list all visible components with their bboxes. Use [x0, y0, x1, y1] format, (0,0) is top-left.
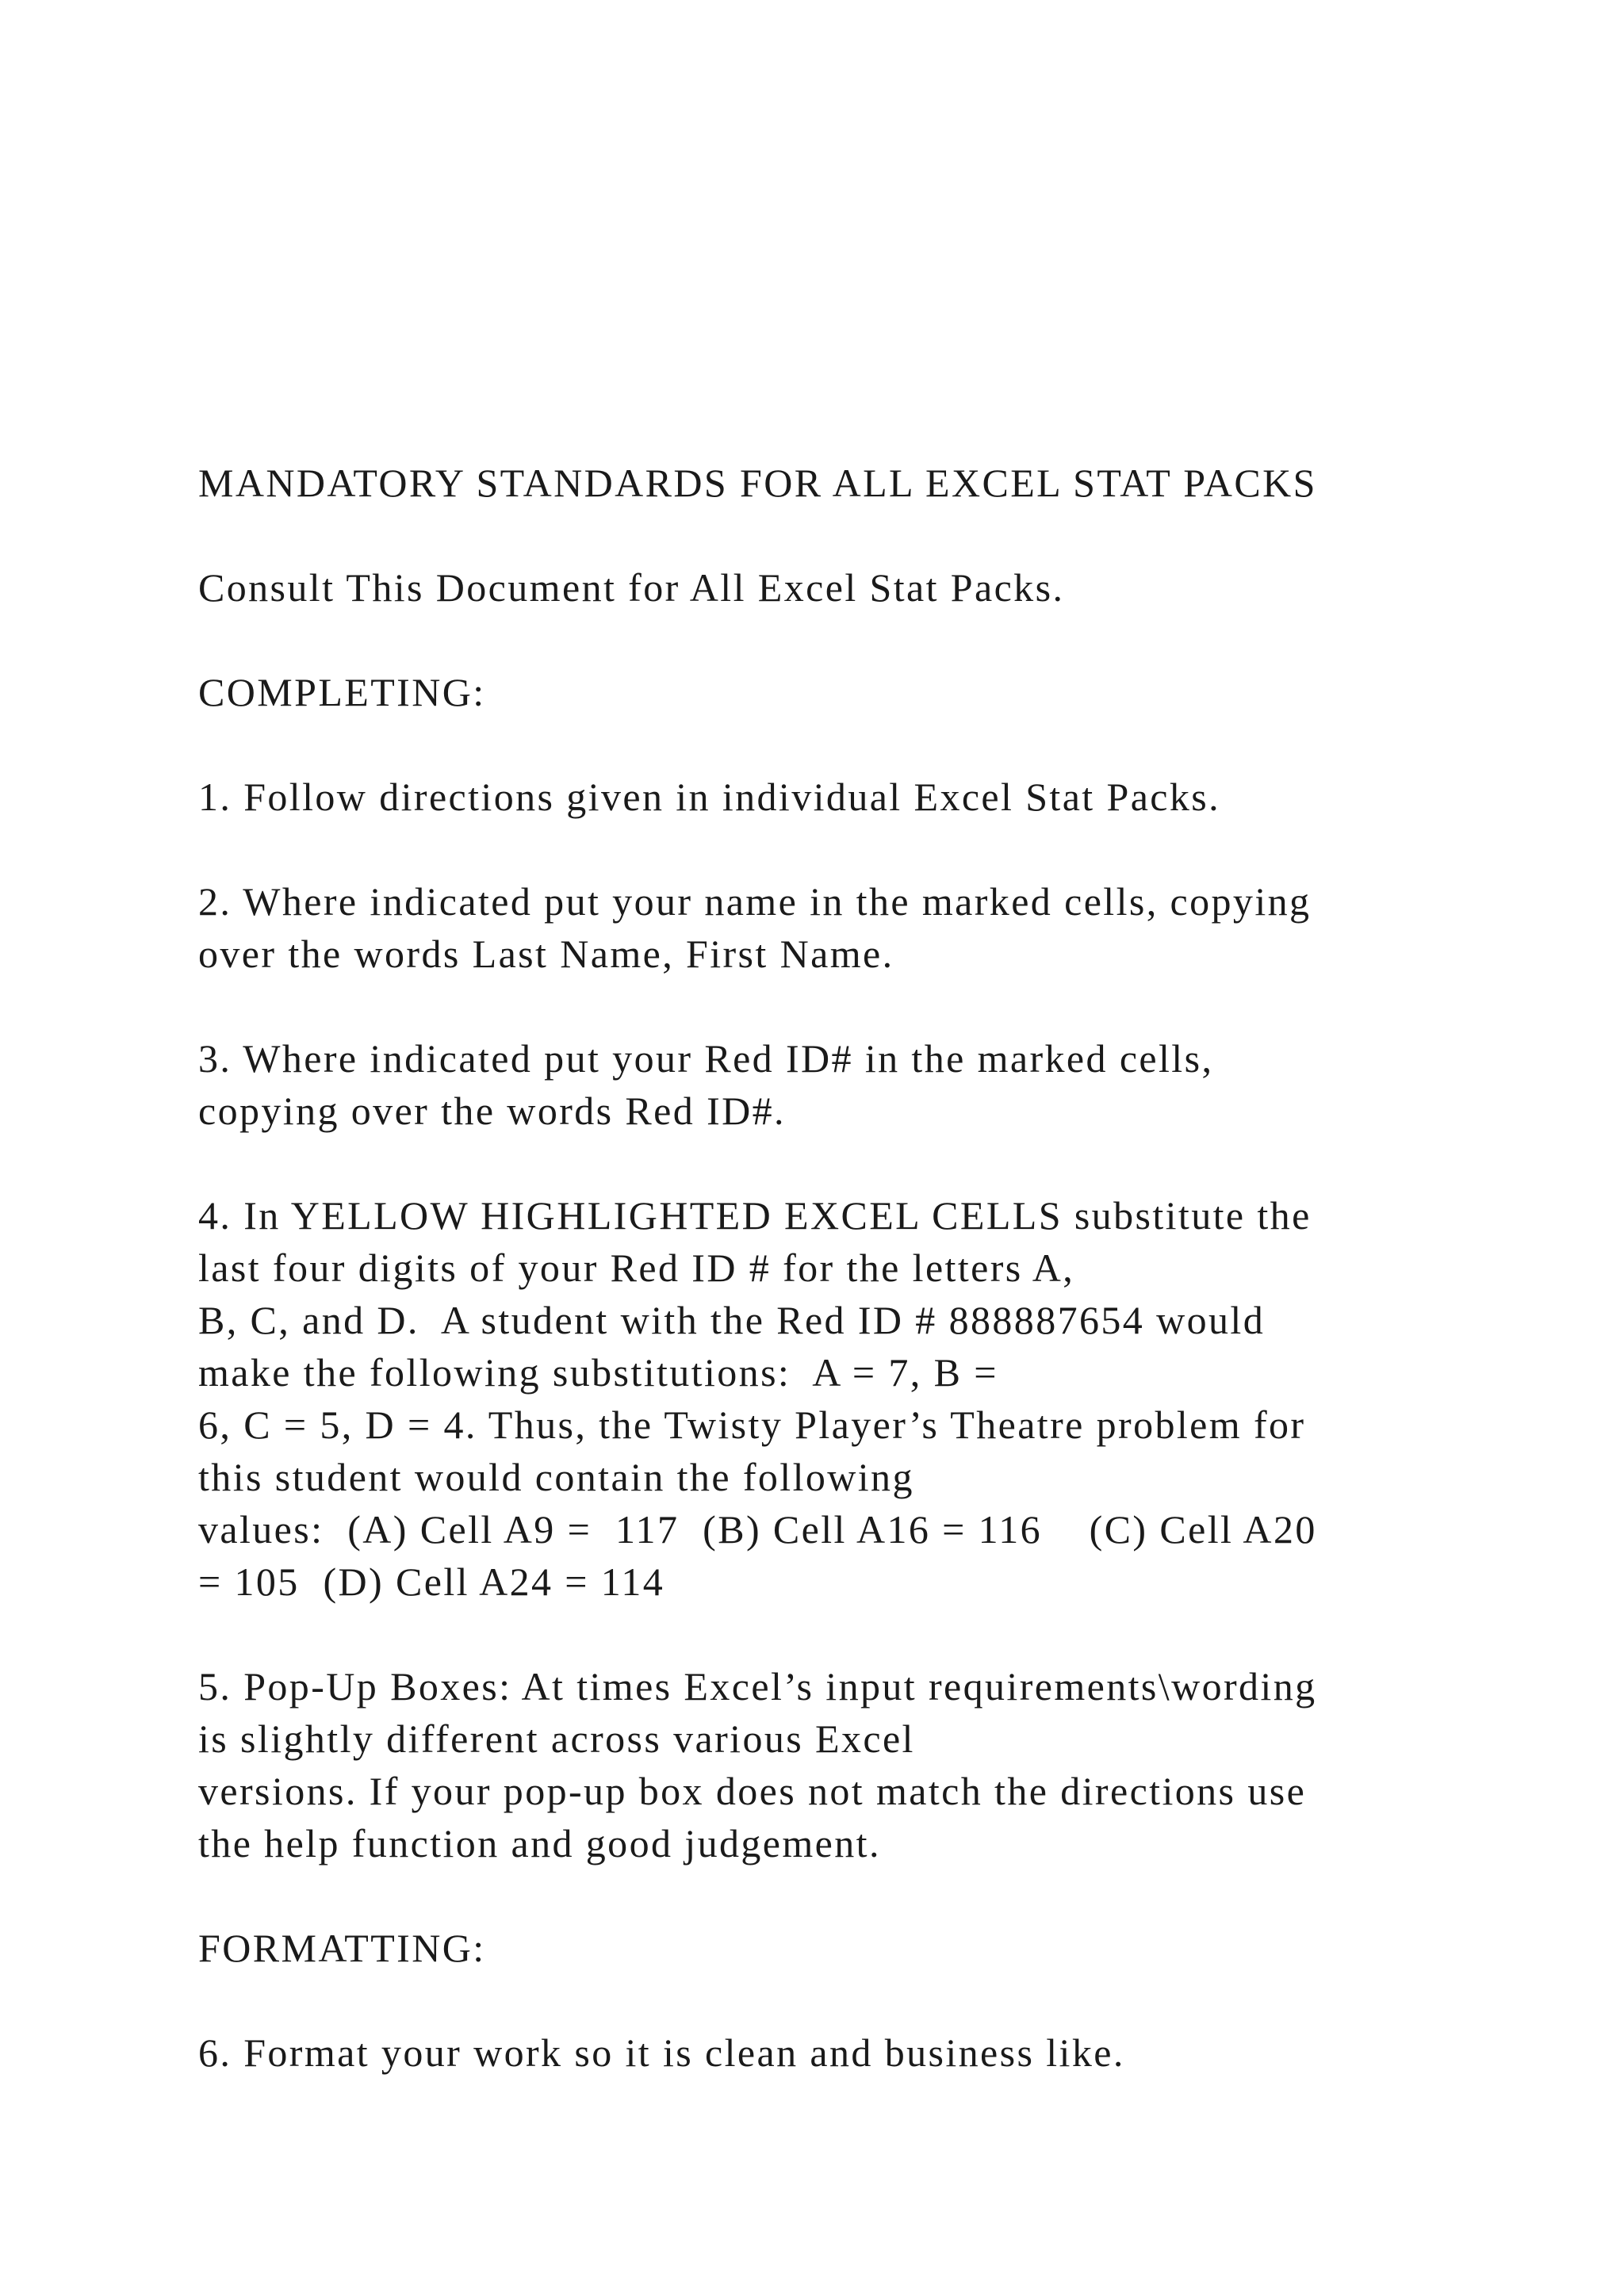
- item-3-line-1: 3. Where indicated put your Red ID# in the marked cells,: [198, 1036, 1214, 1081]
- item-4-line-2: last four digits of your Red ID # for the letters A,: [198, 1246, 1075, 1290]
- item-4-line-7: values: (A) Cell A9 = 117 (B) Cell A16 = 116 (C) Cell A20: [198, 1507, 1317, 1552]
- item-5-line-1: 5. Pop-Up Boxes: At times Excel’s input requirements\wording: [198, 1664, 1317, 1709]
- item-4-line-1: 4. In YELLOW HIGHLIGHTED EXCEL CELLS substitute the: [198, 1193, 1312, 1238]
- section-heading-formatting: FORMATTING:: [198, 1926, 486, 1970]
- section-heading-completing: COMPLETING:: [198, 670, 486, 714]
- document-title: MANDATORY STANDARDS FOR ALL EXCEL STAT PACKS: [198, 461, 1317, 505]
- item-4-line-8: = 105 (D) Cell A24 = 114: [198, 1559, 665, 1604]
- item-5-line-2: is slightly different across various Excel: [198, 1716, 915, 1761]
- item-2-line-2: over the words Last Name, First Name.: [198, 932, 894, 976]
- item-6-line-1: 6. Format your work so it is clean and business like.: [198, 2030, 1125, 2075]
- intro-line: Consult This Document for All Excel Stat Packs.: [198, 565, 1065, 610]
- item-4-line-3: B, C, and D. A student with the Red ID # 888887654 would: [198, 1298, 1266, 1342]
- item-1-line-1: 1. Follow directions given in individual Excel Stat Packs.: [198, 775, 1221, 819]
- item-2-line-1: 2. Where indicated put your name in the marked cells, copying: [198, 879, 1312, 924]
- item-4-line-4: make the following substitutions: A = 7, B =: [198, 1350, 998, 1395]
- item-4-line-6: this student would contain the following: [198, 1455, 914, 1499]
- item-5-line-3: versions. If your pop-up box does not match the directions use: [198, 1769, 1307, 1813]
- item-3-line-2: copying over the words Red ID#.: [198, 1089, 786, 1133]
- item-4-line-5: 6, C = 5, D = 4. Thus, the Twisty Player’s Theatre problem for: [198, 1402, 1306, 1447]
- item-5-line-4: the help function and good judgement.: [198, 1821, 881, 1866]
